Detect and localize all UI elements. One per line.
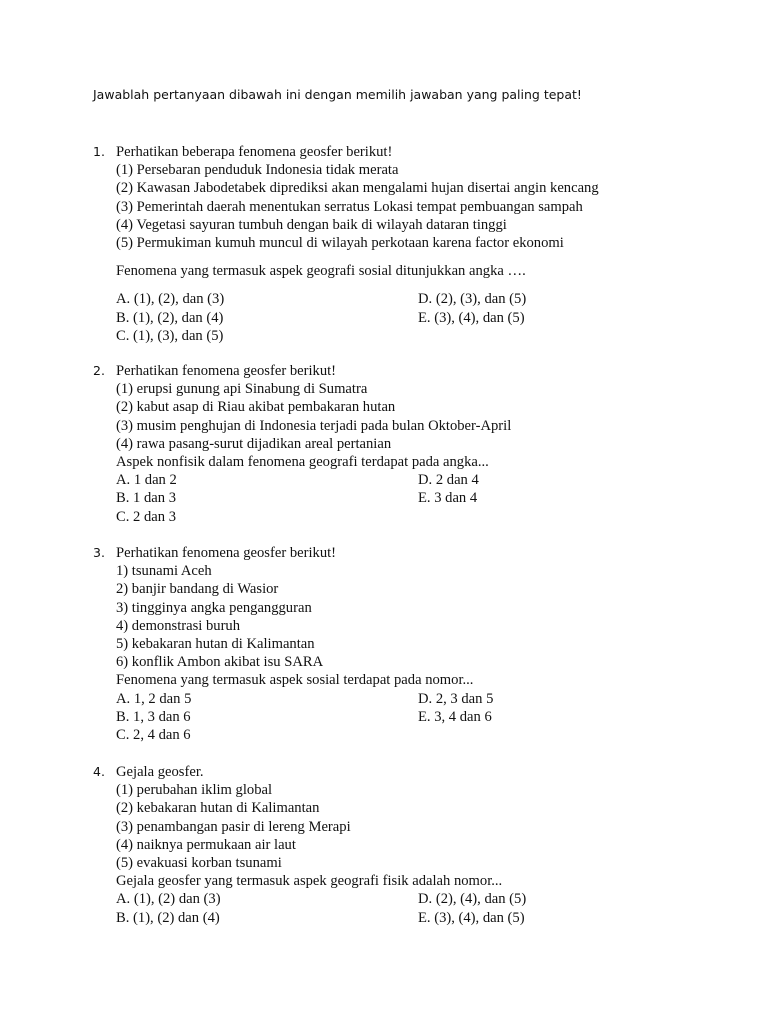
answer-options <box>116 890 768 926</box>
option-b: B. (1), (2), dan (4) <box>116 309 224 326</box>
option-e: E. 3 dan 4 <box>418 490 478 507</box>
question-number: 4. <box>93 764 105 779</box>
question-text: Fenomena yang termasuk aspek geografi sosial ditunjukkan angka …. <box>116 263 526 280</box>
list-item: (1) perubahan iklim global <box>116 782 273 799</box>
list-item: 3) tingginya angka pengangguran <box>116 599 312 616</box>
question-2 <box>0 362 768 526</box>
list-item: (4) naiknya permukaan air laut <box>116 836 296 853</box>
question-prompt: Perhatikan fenomena geosfer berikut! <box>116 545 337 561</box>
list-item: 5) kebakaran hutan di Kalimantan <box>116 635 315 652</box>
question-prompt: Gejala geosfer. <box>116 764 204 780</box>
list-item: (5) evakuasi korban tsunami <box>116 854 282 871</box>
list-item: (2) kabut asap di Riau akibat pembakaran hutan <box>116 399 396 416</box>
question-number: 1. <box>93 144 105 159</box>
answer-options <box>116 290 768 345</box>
option-c: C. 2, 4 dan 6 <box>116 726 191 743</box>
answer-options <box>116 690 768 745</box>
list-item: (3) Pemerintah daerah menentukan serratus Lokasi tempat pembuangan sampah <box>116 198 583 215</box>
list-item: (1) erupsi gunung api Sinabung di Sumatra <box>116 381 368 398</box>
answer-options <box>116 471 768 526</box>
list-item: (2) kebakaran hutan di Kalimantan <box>116 800 320 817</box>
list-item: (4) Vegetasi sayuran tumbuh dengan baik di wilayah dataran tinggi <box>116 216 507 233</box>
option-e: E. 3, 4 dan 6 <box>418 708 492 725</box>
option-d: D. (2), (3), dan (5) <box>418 291 527 308</box>
option-b: B. 1, 3 dan 6 <box>116 708 191 725</box>
list-item: 6) konflik Ambon akibat isu SARA <box>116 654 324 671</box>
option-c: C. 2 dan 3 <box>116 508 176 525</box>
option-e: E. (3), (4), dan (5) <box>418 309 525 326</box>
option-b: B. (1), (2) dan (4) <box>116 909 220 926</box>
question-number: 3. <box>93 545 105 560</box>
list-item: (2) Kawasan Jabodetabek diprediksi akan mengalami hujan disertai angin kencang <box>116 180 599 197</box>
question-1 <box>0 143 768 345</box>
option-a: A. (1), (2) dan (3) <box>116 891 221 908</box>
option-b: B. 1 dan 3 <box>116 490 176 507</box>
option-d: D. 2, 3 dan 5 <box>418 690 494 707</box>
option-a: A. (1), (2), dan (3) <box>116 291 225 308</box>
option-d: D. 2 dan 4 <box>418 472 479 489</box>
question-3 <box>0 544 768 744</box>
option-a: A. 1 dan 2 <box>116 472 177 489</box>
question-prompt: Perhatikan beberapa fenomena geosfer berikut! <box>116 144 393 160</box>
list-item: (4) rawa pasang-surut dijadikan areal pertanian <box>116 435 392 452</box>
option-a: A. 1, 2 dan 5 <box>116 690 192 707</box>
question-text: Fenomena yang termasuk aspek sosial terdapat pada nomor... <box>116 672 474 689</box>
question-text: Gejala geosfer yang termasuk aspek geografi fisik adalah nomor... <box>116 873 503 890</box>
instruction-text: Jawablah pertanyaan dibawah ini dengan memilih jawaban yang paling tepat! <box>93 87 582 102</box>
option-d: D. (2), (4), dan (5) <box>418 891 527 908</box>
list-item: 2) banjir bandang di Wasior <box>116 581 279 598</box>
list-item: (3) musim penghujan di Indonesia terjadi pada bulan Oktober-April <box>116 417 512 434</box>
question-prompt: Perhatikan fenomena geosfer berikut! <box>116 363 337 379</box>
list-item: (3) penambangan pasir di lereng Merapi <box>116 818 351 835</box>
list-item: (1) Persebaran penduduk Indonesia tidak merata <box>116 162 399 179</box>
list-item: 4) demonstrasi buruh <box>116 617 241 634</box>
list-item: (5) Permukiman kumuh muncul di wilayah perkotaan karena factor ekonomi <box>116 234 564 251</box>
question-text: Aspek nonfisik dalam fenomena geografi terdapat pada angka... <box>116 453 489 470</box>
question-4 <box>0 763 768 927</box>
question-number: 2. <box>93 363 105 378</box>
option-e: E. (3), (4), dan (5) <box>418 909 525 926</box>
list-item: 1) tsunami Aceh <box>116 563 212 580</box>
option-c: C. (1), (3), dan (5) <box>116 327 224 344</box>
